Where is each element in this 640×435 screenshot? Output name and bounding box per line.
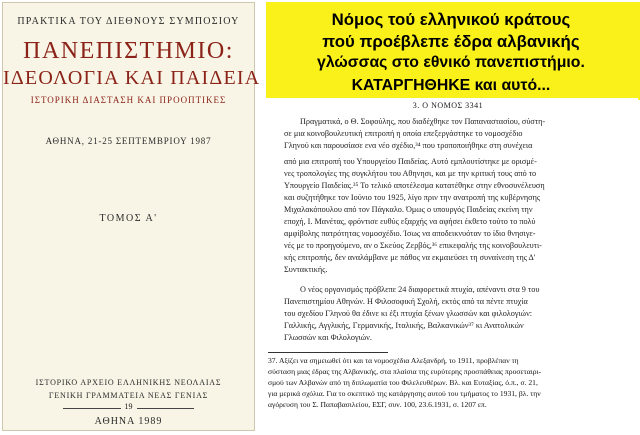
page-line: Γαλλικής, Αγγλικής, Γερμανικής, Ιταλικής, Βαλκανικών³⁷ κι Ανατολικών [284, 321, 524, 330]
cover-title-line2: ΙΔΕΟΛΟΓΙΑ ΚΑΙ ΠΑΙΔΕΙΑ [3, 67, 261, 89]
headline-line1: Νόμος τού ελληνικού κράτους [331, 10, 571, 29]
headline-line2: πού προέβλεπε έδρα αλβανικής [322, 32, 580, 51]
footnote-line: σύσταση μιας έδρας της Αλβανικής, στα πλαίσια της ευρύτερης προσπάθειας προσεταιρι- [268, 367, 542, 376]
page-line: Ο νέος οργανισμός πρόβλεπε 24 διαφορετικά πτυχία, απέναντι στα 9 του [300, 285, 540, 294]
page-line: κής επιτροπής, δεν αναλάμβανε με πάθος να εκμαιεύσει τη συναίνεση της Δ' [284, 253, 536, 262]
headline-line3: γλώσσας στο εθνικό πανεπιστήμιο. [317, 54, 585, 71]
section-header: 3. Ο ΝΟΜΟΣ 3341 [412, 101, 484, 110]
page-line: αμφίβολης πατρότητας νομοσχέδιο. Ίσως να αποδεικνυόταν το ίδιο θνησιγε- [284, 229, 536, 238]
page-line: του σχεδίου Γληνού θα έδινε κι έξι πτυχία ξένων γλωσσών και φιλολογιών: [284, 309, 533, 318]
page-line: σε μια κοινοβουλευτική επιτροπή η οποία επεξεργάστηκε το νομοσχέδιο [284, 129, 523, 138]
cover-publisher-line2: ΓΕΝΙΚΗ ΓΡΑΜΜΑΤΕΙΑ ΝΕΑΣ ΓΕΝΙΑΣ [48, 391, 209, 400]
page-line: νες τροπολογίες της συγκλήτου του Αθηνησι, και με την κριτική τους από το [284, 169, 537, 178]
cover-series-rule [3, 404, 254, 412]
page-line: Γλωσσών και Φιλολογιών. [284, 333, 372, 342]
page-line: Πανεπιστημίου Αθηνών. Η Φιλοσοφική Σχολή, εκτός από τα πέντε πτυχία [284, 297, 528, 306]
page-line: από μια επιτροπή του Υπουργείου Παιδείας. Αυτό εμπλουτίστηκε με ορισμέ- [284, 157, 537, 166]
page-line: εποχή, Ι. Μανέτας, φρόντισε ευθύς εξαρχής να αφήσει έκθετο τούτο το πολύ [284, 217, 536, 226]
headline-banner [266, 2, 640, 100]
footnote-line: αγόρευση του Σ. Παπαβασιλείου, ΕΣΓ, συν. 100, 23.6.1931, σ. 1207 επ. [268, 400, 487, 409]
cover-title-line1: ΠΑΝΕΠΙΣΤΗΜΙΟ: [23, 38, 234, 64]
page-line: Συντακτικής. [284, 265, 328, 274]
page-line: Πραγματικά, ο Θ. Σοφούλης, που διαδέχθηκε τον Παπαναστασίου, σύστη- [300, 117, 546, 126]
page-line: Μιχαλακόπουλου από τον Πάγκαλο. Όμως ο υπουργός Παιδείας εκείνη την [284, 205, 533, 214]
page-line: Γληνού και παρουσίασε ενα νέο σχέδιο,³⁴ που τροποποιήθηκε στη συνέχεια [284, 141, 533, 150]
footnote-divider [268, 352, 388, 353]
footnote-line: σμού των Αλβανών από τη διπλωματία του Φιλελευθέρων. Βλ. και Ευταξίας, ό.π., σ. 21, [268, 378, 538, 387]
footnote-line: για μερικά σχόλια. Για το σκεπτικό της κατάργησης αυτού του τμήματος το 1931, βλ. την [268, 389, 541, 398]
page-line: και συζητήθηκε τον Ιούνιο του 1925, λίγο πριν την ανατροπή της κυβέρνησης [284, 193, 541, 202]
cover-series-number: 19 [121, 402, 137, 411]
cover-series: ΠΡΑΚΤΙΚΑ ΤΟΥ ΔΙΕΘΝΟΥΣ ΣΥΜΠΟΣΙΟΥ [17, 16, 240, 27]
headline-line4: ΚΑΤΑΡΓΗΘΗΚΕ και αυτό... [351, 77, 551, 94]
cover-volume: ΤΟΜΟΣ Α' [99, 213, 158, 224]
book-cover [2, 2, 261, 431]
cover-publisher-line1: ΙΣΤΟΡΙΚΟ ΑΡΧΕΙΟ ΕΛΛΗΝΙΚΗΣ ΝΕΟΛΑΙΑΣ [35, 378, 222, 387]
cover-subtitle: ΙΣΤΟΡΙΚΗ ΔΙΑΣΤΑΣΗ ΚΑΙ ΠΡΟΟΠΤΙΚΕΣ [30, 95, 227, 105]
page-line: νές με το προηγούμενο, αν ο Σκεύος Ζερβός,³⁶ επικεφαλής της κοινοβουλευτι- [284, 241, 542, 250]
cover-place-date: ΑΘΗΝΑ, 21-25 ΣΕΠΤΕΜΒΡΙΟΥ 1987 [45, 136, 212, 146]
cover-city-year: ΑΘΗΝΑ 1989 [94, 416, 163, 427]
page-line: Υπουργείο Παιδείας.³⁵ Το τελικό αποτέλεσμα κατατέθηκε στην εθνοσυνέλευση [284, 181, 545, 190]
footnote-line: 37. Αξίζει να σημειωθεί ότι και τα νομοσχέδια Αλεξανδρή, το 1911, προβλέπαν τη [268, 356, 519, 365]
